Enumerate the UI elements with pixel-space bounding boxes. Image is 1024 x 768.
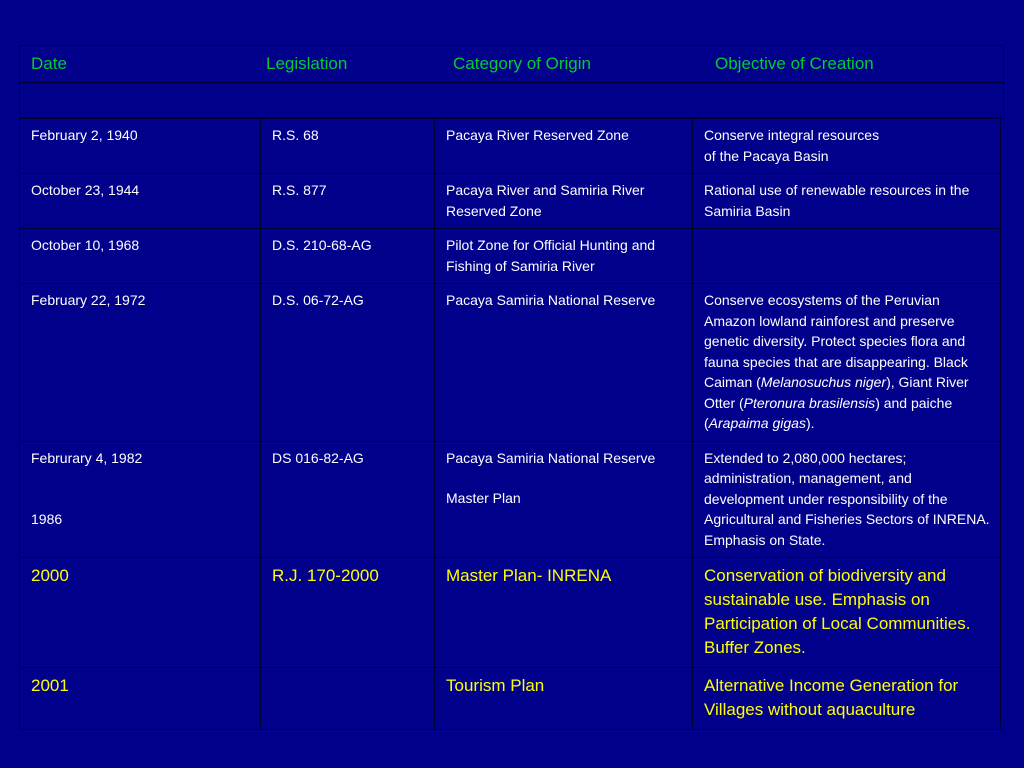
- header-row: [20, 46, 1003, 83]
- header-date: Date: [31, 54, 67, 73]
- legislation-table: [19, 118, 1001, 730]
- objective-text: ).: [805, 415, 815, 431]
- species-name: Melanosuchus niger: [760, 374, 887, 390]
- table-row: [20, 668, 1001, 730]
- table-row: [20, 229, 1001, 284]
- table-row: [20, 174, 1001, 229]
- table-row: [20, 441, 1001, 558]
- cell-legislation: R.J. 170-2000: [261, 558, 435, 668]
- cell-category: Tourism Plan: [435, 668, 693, 730]
- table-header: [19, 45, 1004, 118]
- cell-category: Pilot Zone for Official Hunting and Fishing of Samiria River: [435, 229, 693, 284]
- cell-objective: Alternative Income Generation for Villages without aquaculture: [693, 668, 1001, 730]
- table-row: [20, 284, 1001, 442]
- category-line: Master Plan: [446, 490, 521, 506]
- cell-category: Master Plan- INRENA: [435, 558, 693, 668]
- objective-text: ) and paiche (: [704, 394, 953, 431]
- header-objective: Objective of Creation: [715, 54, 874, 73]
- header-category: Category of Origin: [453, 54, 591, 73]
- category-line: Pacaya Samiria National Reserve: [446, 449, 656, 466]
- objective-text: ), Giant River Otter (: [704, 374, 969, 411]
- cell-category: [435, 441, 693, 558]
- cell-objective: [693, 119, 1001, 174]
- cell-legislation: R.S. 877: [261, 174, 435, 229]
- cell-date: October 10, 1968: [20, 229, 261, 284]
- cell-category: Pacaya Samiria National Reserve: [435, 284, 693, 442]
- cell-category: Pacaya River Reserved Zone: [435, 119, 693, 174]
- cell-objective: Rational use of renewable resources in the Samiria Basin: [693, 174, 1001, 229]
- species-name: Pteronura brasilensis: [743, 394, 876, 411]
- cell-date: October 23, 1944: [20, 174, 261, 229]
- table-row: [20, 119, 1001, 174]
- cell-date: 2000: [20, 558, 261, 668]
- objective-line: Conserve integral resources: [704, 127, 880, 143]
- objective-text: Conserve ecosystems of the Peruvian Amazon lowland rainforest and preserve genetic diversity. Protect species flora and fauna species that are disappearing. Black Caiman (: [704, 292, 968, 390]
- species-name: Arapaima gigas: [708, 415, 806, 431]
- cell-objective: Extended to 2,080,000 hectares; administration, management, and development under responsibility of the Agricultural and Fisheries Sectors of INRENA. Emphasis on State.: [693, 441, 1001, 558]
- cell-legislation: DS 016-82-AG: [261, 441, 435, 558]
- cell-legislation: D.S. 06-72-AG: [261, 284, 435, 442]
- table-row: [20, 558, 1001, 668]
- cell-date: 2001: [20, 668, 261, 730]
- cell-objective: [693, 229, 1001, 284]
- cell-date: February 2, 1940: [20, 119, 261, 174]
- date-line: 1986: [31, 511, 63, 527]
- cell-legislation: D.S. 210-68-AG: [261, 229, 435, 284]
- cell-legislation: [261, 668, 435, 730]
- objective-line: of the Pacaya Basin: [704, 147, 829, 164]
- cell-objective: [693, 284, 1001, 442]
- cell-category: Pacaya River and Samiria River Reserved Zone: [435, 174, 693, 229]
- cell-date: February 22, 1972: [20, 284, 261, 442]
- cell-date: [20, 441, 261, 558]
- date-line: Februrary 4, 1982: [31, 449, 143, 466]
- header-legislation: Legislation: [266, 54, 348, 73]
- cell-objective: Conservation of biodiversity and sustainable use. Emphasis on Participation of Local Communities. Buffer Zones.: [693, 558, 1001, 668]
- cell-legislation: R.S. 68: [261, 119, 435, 174]
